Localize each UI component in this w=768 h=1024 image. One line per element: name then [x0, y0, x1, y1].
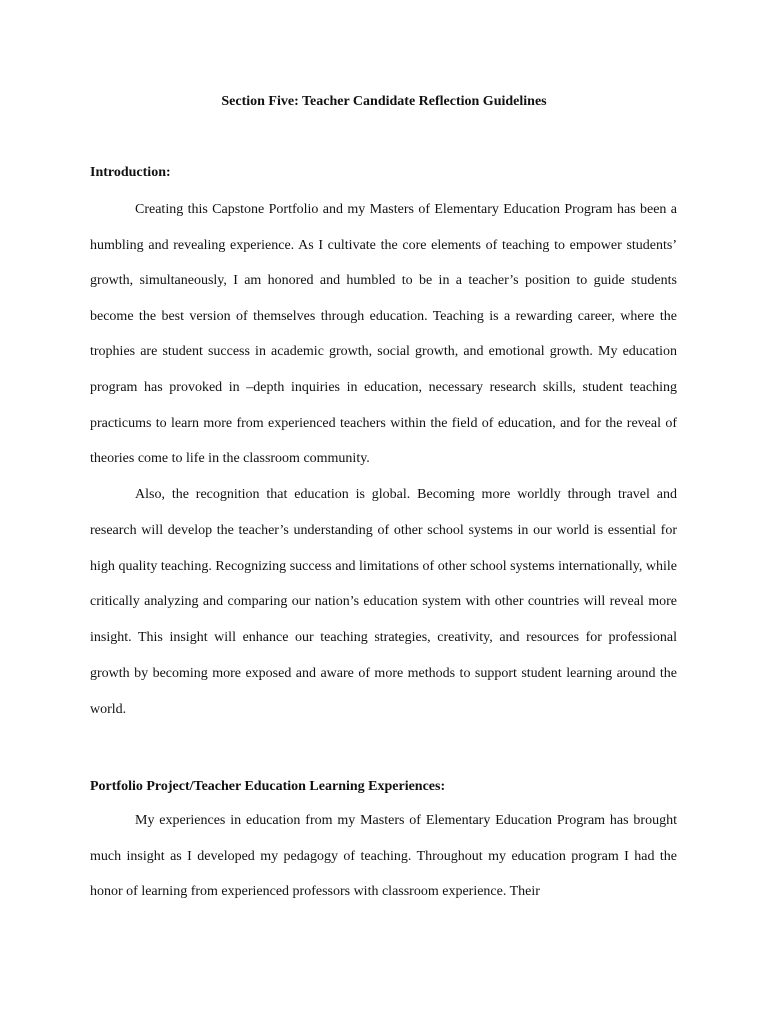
paragraph: Also, the recognition that education is global. Becoming more worldly through travel and research will develop the teacher’s understanding of other school systems in our world is essential for high quality teaching. Recognizing success and limitations of other school systems internationally, while critically analyzing and comparing our nation’s education system with other countries will reveal more insight. This insight will enhance our teaching strategies, creativity, and resources for professional growth by becoming more exposed and aware of more methods to support student learning around the world. — [90, 487, 677, 717]
section-heading-introduction: Introduction: — [90, 165, 171, 180]
paragraph: Creating this Capstone Portfolio and my Masters of Elementary Education Program has been a humbling and revealing experience. As I cultivate the core elements of teaching to empower students’ growth, simultaneously, I am honored and humbled to be in a teacher’s position to guide students become the best version of themselves through education. Teaching is a rewarding career, where the trophies are student success in academic growth, social growth, and emotional growth. My education program has provoked in –depth inquiries in education, necessary research skills, student teaching practicums to learn more from experienced teachers within the field of education, and for the reveal of theories come to life in the classroom community. — [90, 202, 677, 467]
paragraph: My experiences in education from my Masters of Elementary Education Program has brought much insight as I developed my pedagogy of teaching. Throughout my education program I had the honor of learning from experienced professors with classroom experience. Their — [90, 813, 677, 900]
document-title: Section Five: Teacher Candidate Reflection Guidelines — [221, 94, 547, 109]
section-heading-portfolio-project: Portfolio Project/Teacher Education Learning Experiences: — [90, 779, 446, 794]
